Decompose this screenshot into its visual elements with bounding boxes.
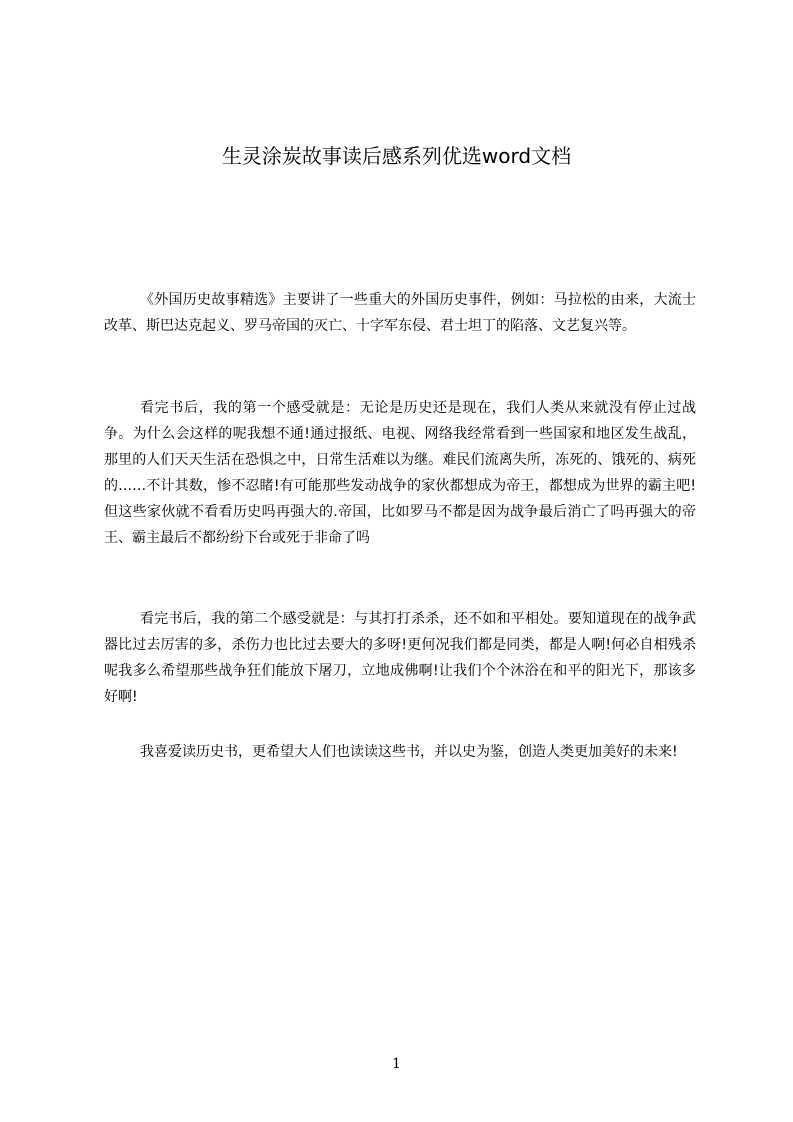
paragraph-2: 看完书后，我的第一个感受就是：无论是历史还是现在，我们人类从来就没有停止过战争。为什么会这样的呢我想不通!通过报纸、电视、网络我经常看到一些国家和地区发生战乱，那里的人们天天生活在恐惧之中，日常生活难以为继。难民们流离失所，冻死的、饿死的、病死的……不计其数，惨不忍睹!有可能那些发动战争的家伙都想成为帝王，都想成为世界的霸主吧!但这些家伙就不看看历史吗再强大的.帝国，比如罗马不都是因为战争最后消亡了吗再强大的帝王、霸主最后不都纷纷下台或死于非命了吗 xyxy=(104,400,696,546)
document-title: 生灵涂炭故事读后感系列优选word文档 xyxy=(221,144,572,168)
paragraph-3: 看完书后，我的第二个感受就是：与其打打杀杀，还不如和平相处。要知道现在的战争武器比过去厉害的多，杀伤力也比过去要大的多呀!更何况我们都是同类，都是人啊!何必自相残杀呢我多么希望那些战争狂们能放下屠刀，立地成佛啊!让我们个个沐浴在和平的阳光下，那该多好啊! xyxy=(104,611,696,705)
page-number: 1 xyxy=(392,1056,401,1072)
paragraph-1: 《外国历史故事精选》主要讲了一些重大的外国历史事件，例如：马拉松的由来，大流士改革、斯巴达克起义、罗马帝国的灭亡、十字军东侵、君士坦丁的陷落、文艺复兴等。 xyxy=(104,292,696,334)
paragraph-4: 我喜爱读历史书，更希望大人们也读读这些书，并以史为鉴，创造人类更加美好的未来! xyxy=(140,744,678,760)
